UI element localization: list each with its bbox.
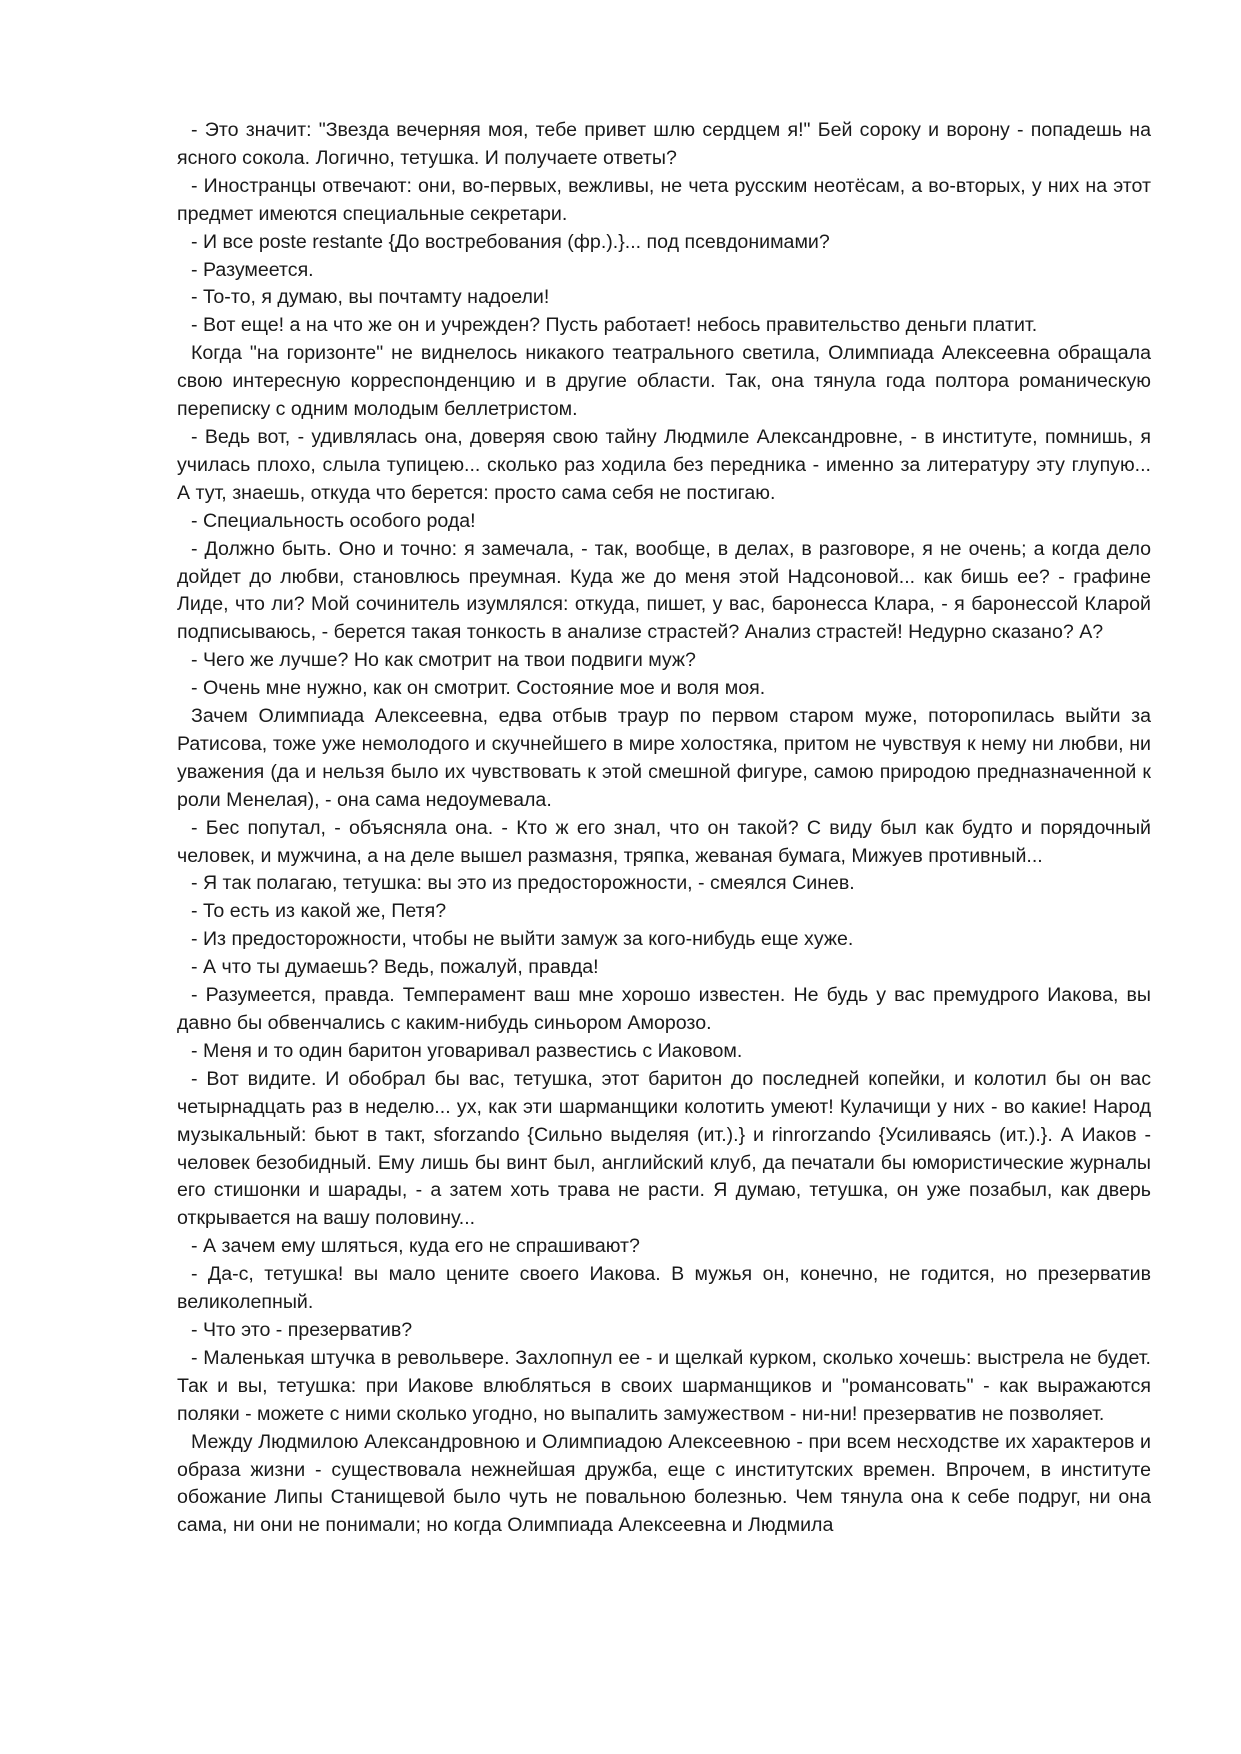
paragraph: - Вот еще! а на что же он и учрежден? Пусть работает! небось правительство деньги платит.	[191, 314, 1038, 337]
paragraph: - Из предосторожности, чтобы не выйти замуж за кого-нибудь еще хуже.	[191, 928, 854, 951]
paragraph: - А что ты думаешь? Ведь, пожалуй, правда!	[191, 956, 599, 979]
paragraph: - Я так полагаю, тетушка: вы это из предосторожности, - смеялся Синев.	[191, 872, 855, 895]
paragraph: - Разумеется, правда. Темперамент ваш мне хорошо известен. Не будь у вас премудрого Иакова, вы давно бы обвенчались с каким-нибудь синьором Аморозо.	[177, 984, 1151, 1034]
paragraph: Когда "на горизонте" не виднелось никакого театрального светила, Олимпиада Алексеевна обращала свою интересную корреспонденцию и в другие области. Так, она тянула года полтора романическую переписку с одним молодым беллетристом.	[177, 342, 1151, 421]
paragraph: - Должно быть. Оно и точно: я замечала, - так, вообще, в делах, в разговоре, я не очень; а когда дело дойдет до любви, становлюсь преумная. Куда же до меня этой Надсоновой... как бишь ее? - графине Лиде, что ли? Мой сочинитель изумлялся: откуда, пишет, у вас, баронесса Клара, - я баронессой Кларой подписываюсь, - берется такая тонкость в анализе страстей? Анализ страстей! Недурно сказано? А?	[177, 537, 1151, 644]
paragraph: - То-то, я думаю, вы почтамту надоели!	[191, 286, 550, 309]
paragraph: - Что это - презерватив?	[191, 1318, 413, 1341]
document-page	[177, 117, 1151, 1540]
paragraph: Зачем Олимпиада Алексеевна, едва отбыв траур по первом старом муже, поторопилась выйти за Ратисова, тоже уже немолодого и скучнейшего в мире холостяка, притом не чувствуя к нему ни любви, ни уважения (да и нельзя было их чувствовать к этой смешной фигуре, самою природою предназначенной к роли Менелая), - она сама недоумевала.	[177, 705, 1151, 811]
paragraph: - Да-с, тетушка! вы мало цените своего Иакова. В мужья он, конечно, не годится, но презерватив великолепный.	[177, 1263, 1151, 1314]
paragraph: - Очень мне нужно, как он смотрит. Состояние мое и воля моя.	[191, 677, 766, 700]
paragraph: - Маленькая штучка в револьвере. Захлопнул ее - и щелкай курком, сколько хочешь: выстрела не будет. Так и вы, тетушка: при Иакове влюбляться в своих шарманщиков и "романсовать" - как выражаются поляки - можете с ними сколько угодно, но выпалить замужеством - ни-ни! презерватив не позволяет.	[177, 1346, 1151, 1425]
paragraph: - Вот видите. И обобрал бы вас, тетушка, этот баритон до последней копейки, и колотил бы он вас четырнадцать раз в неделю... ух, как эти шарманщики колотить умеют! Кулачищи у них - во какие! Народ музыкальный: бьют в такт, sforzando {Сильно выделяя (ит.).} и rinrorzando {Усиливаясь (ит.).}. А Иаков - человек безобидный. Ему лишь бы винт был, английский клуб, да печатали бы юмористические журналы его стишонки и шарады, - а затем хоть трава не расти. Я думаю, тетушка, он уже позабыл, как дверь открывается на вашу половину...	[177, 1067, 1151, 1230]
paragraph: - Ведь вот, - удивлялась она, доверяя свою тайну Людмиле Александровне, - в институте, помнишь, я училась плохо, слыла тупицею... сколько раз ходила без передника - именно за литературу эту глупую... А тут, знаешь, откуда что берется: просто сама себя не постигаю.	[177, 425, 1151, 504]
paragraph: - То есть из какой же, Петя?	[191, 900, 447, 923]
paragraph: - Иностранцы отвечают: они, во-первых, вежливы, не чета русским неотёсам, а во-вторых, у них на этот предмет имеются специальные секретари.	[177, 174, 1151, 225]
paragraph: - Разумеется.	[191, 258, 314, 281]
paragraph: - А зачем ему шляться, куда его не спрашивают?	[191, 1235, 640, 1258]
paragraph: - Это значит: "Звезда вечерняя моя, тебе привет шлю сердцем я!" Бей сороку и ворону - попадешь на ясного сокола. Логично, тетушка. И получаете ответы?	[177, 119, 1151, 169]
paragraph: - Бес попутал, - объясняла она. - Кто ж его знал, что он такой? С виду был как будто и порядочный человек, и мужчина, а на деле вышел размазня, тряпка, жеваная бумага, Мижуев противный...	[177, 816, 1151, 867]
paragraph: - Специальность особого рода!	[191, 509, 476, 532]
paragraph: - И все poste restante {До востребования (фр.).}... под псевдонимами?	[191, 230, 830, 253]
paragraph: Между Людмилою Александровною и Олимпиадою Алексеевною - при всем несходстве их характеров и образа жизни - существовала нежнейшая дружба, еще с институтских времен. Впрочем, в институте обожание Липы Станищевой было чуть не повальною болезнью. Чем тянула она к себе подруг, ни она сама, ни они не понимали; но когда Олимпиада Алексеевна и Людмила	[177, 1430, 1151, 1537]
paragraph: - Чего же лучше? Но как смотрит на твои подвиги муж?	[191, 649, 696, 672]
paragraph: - Меня и то один баритон уговаривал развестись с Иаковом.	[191, 1039, 743, 1062]
